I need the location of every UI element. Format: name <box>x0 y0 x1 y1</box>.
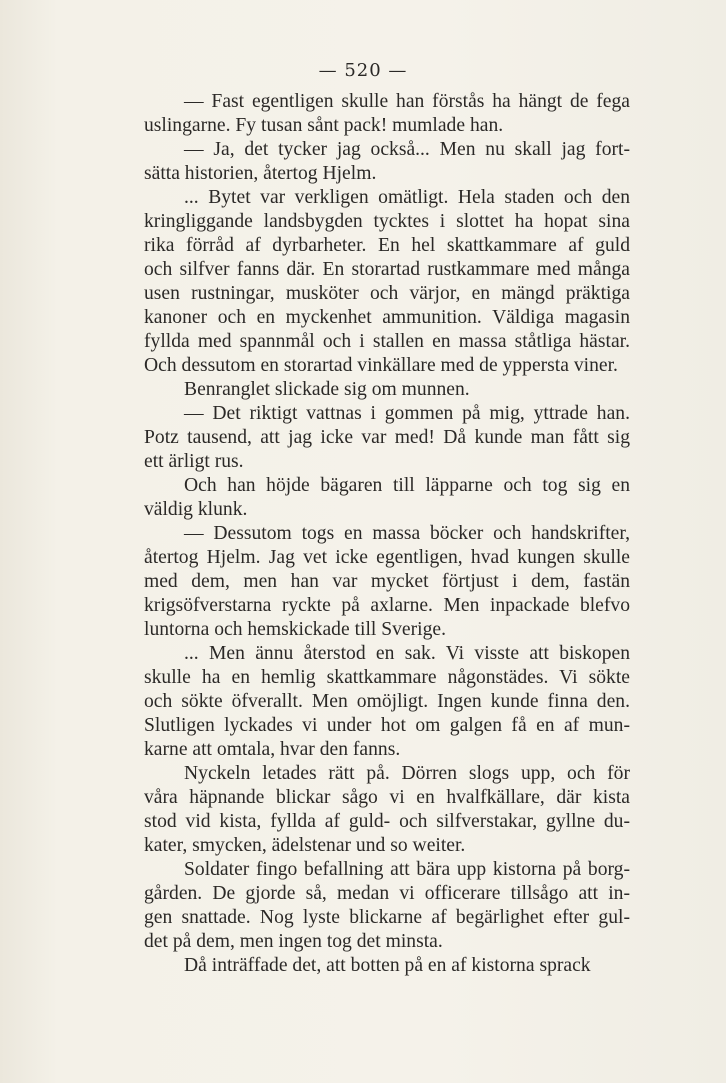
paragraph <box>104 522 630 642</box>
text-line: usen rustningar, musköter och värjor, en mängd präktiga <box>144 283 630 304</box>
paragraph <box>104 858 630 954</box>
text-line: och sökte öfverallt. Men omöjligt. Ingen kunde finna den. <box>144 691 630 712</box>
text-line: Nyckeln letades rätt på. Dörren slogs upp, och för <box>184 763 630 784</box>
text-line: stod vid kista, fyllda af guld- och silfverstakar, gyllne du- <box>144 811 630 832</box>
text-line: ... Bytet var verkligen omätligt. Hela staden och den <box>184 187 630 208</box>
text-line: Soldater fingo befallning att bära upp kistorna på borg- <box>184 859 630 880</box>
text-line: kater, smycken, ädelstenar und so weiter. <box>144 835 466 856</box>
text-line: — Dessutom togs en massa böcker och handskrifter, <box>184 523 630 544</box>
text-line: våra häpnande blickar sågo vi en hvalfkällare, där kista <box>144 787 630 808</box>
text-line: — Ja, det tycker jag också... Men nu skall jag fort- <box>184 139 630 160</box>
text-line: rika förråd af dyrbarheter. En hel skattkammare af guld <box>144 235 630 256</box>
text-line: Och dessutom en storartad vinkällare med de yppersta viner. <box>144 355 618 376</box>
text-line: ... Men ännu återstod en sak. Vi visste att biskopen <box>184 643 630 664</box>
text-line: Då inträffade det, att botten på en af kistorna sprack <box>184 955 591 976</box>
paragraph <box>104 954 630 978</box>
text-line: gården. De gjorde så, medan vi officerare tillsågo att in- <box>144 883 630 904</box>
text-line: och silfver fanns där. En storartad rustkammare med många <box>144 259 630 280</box>
paragraph <box>104 642 630 762</box>
text-line: gen snattade. Nog lyste blickarne af begärlighet efter gul- <box>144 907 630 928</box>
body-text <box>104 90 630 978</box>
text-line: ett ärligt rus. <box>144 451 244 472</box>
paragraph <box>104 402 630 474</box>
text-line: kringliggande landsbygden tycktes i slottet ha hopat sina <box>144 211 630 232</box>
text-line: Potz tausend, att jag icke var med! Då kunde man fått sig <box>144 427 630 448</box>
paragraph <box>104 474 630 522</box>
text-line: uslingarne. Fy tusan sånt pack! mumlade han. <box>144 115 504 136</box>
text-line: skulle ha en hemlig skattkammare någonstädes. Vi sökte <box>144 667 630 688</box>
text-line: sätta historien, återtog Hjelm. <box>144 163 377 184</box>
paragraph <box>104 762 630 858</box>
paragraph <box>104 90 630 138</box>
text-line: återtog Hjelm. Jag vet icke egentligen, hvad kungen skulle <box>144 547 630 568</box>
text-line: krigsöfverstarna ryckte på axlarne. Men inpackade blefvo <box>144 595 630 616</box>
text-line: Slutligen lyckades vi under hot om galgen få en af mun- <box>144 715 630 736</box>
paragraph <box>104 378 630 402</box>
text-line: med dem, men han var mycket förtjust i dem, fastän <box>144 571 630 592</box>
text-line: fyllda med spannmål och i stallen en massa ståtliga hästar. <box>144 331 630 352</box>
text-line: — Fast egentligen skulle han förstås ha hängt de fega <box>184 91 630 112</box>
text-line: Och han höjde bägaren till läpparne och tog sig en <box>184 475 630 496</box>
paragraph <box>104 138 630 186</box>
text-line: luntorna och hemskickade till Sverige. <box>144 619 446 640</box>
text-line: det på dem, men ingen tog det minsta. <box>144 931 443 952</box>
text-line: — Det riktigt vattnas i gommen på mig, yttrade han. <box>184 403 630 424</box>
page-number: — 520 — <box>318 60 408 81</box>
paragraph <box>104 186 630 378</box>
text-line: Benranglet slickade sig om munnen. <box>184 379 470 400</box>
text-line: kanoner och en myckenhet ammunition. Väldiga magasin <box>144 307 630 328</box>
text-line: väldig klunk. <box>144 499 248 520</box>
text-line: karne att omtala, hvar den fanns. <box>144 739 401 760</box>
